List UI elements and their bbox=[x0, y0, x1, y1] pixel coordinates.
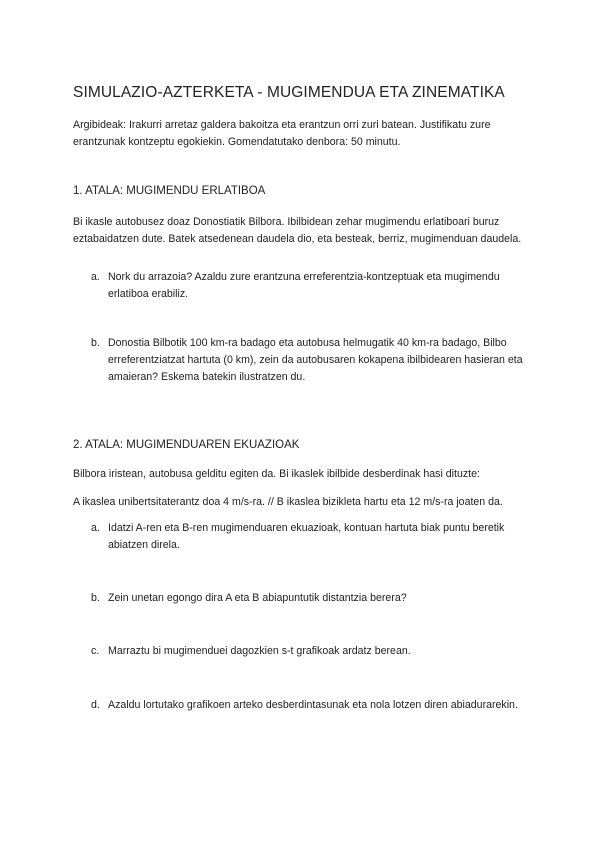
page-title: SIMULAZIO-AZTERKETA - MUGIMENDUA ETA ZINEMATIKA bbox=[73, 84, 505, 101]
question-2c bbox=[91, 643, 536, 660]
question-text: Azaldu lortutako grafikoen arteko desberdintasunak eta nola lotzen diren abiadurarekin. bbox=[108, 699, 518, 711]
section-2-intro-2: A ikaslea unibertsitaterantz doa 4 m/s-ra. // B ikaslea bizikleta hartu eta 12 m/s-ra joaten da. bbox=[73, 496, 503, 508]
question-marker: b. bbox=[91, 337, 100, 349]
question-marker: c. bbox=[91, 645, 100, 657]
section-2-heading: 2. ATALA: MUGIMENDUAREN EKUAZIOAK bbox=[73, 439, 300, 451]
section-1-heading: 1. ATALA: MUGIMENDU ERLATIBOA bbox=[73, 185, 266, 197]
section-1-intro: Bi ikasle autobusez doaz Donostiatik Bilbora. Ibilbidean zehar mugimendu erlatiboari buruz eztabaidatzen dute. Batek atsedenean daudela dio, eta besteak, berriz, mugimenduan daudela. bbox=[73, 216, 522, 245]
question-text: Nork du arrazoia? Azaldu zure erantzuna erreferentzia-kontzeptuak eta mugimendu erlatiboa erabiliz. bbox=[108, 271, 500, 300]
instructions-text: Argibideak: Irakurri arretaz galdera bakoitza eta erantzun orri zuri batean. Justifikatu zure erantzunak kontzeptu egokiekin. Gomendatutako denbora: 50 minutu. bbox=[73, 119, 491, 148]
question-1b bbox=[91, 335, 536, 386]
question-text: Zein unetan egongo dira A eta B abiapuntutik distantzia berera? bbox=[108, 592, 407, 604]
question-text: Idatzi A-ren eta B-ren mugimenduaren ekuazioak, kontuan hartuta biak puntu beretik abiatzen direla. bbox=[108, 522, 505, 551]
section-2-intro: Bilbora iristean, autobusa gelditu egiten da. Bi ikaslek ibilbide desberdinak hasi dituzte: bbox=[73, 468, 480, 480]
question-marker: d. bbox=[91, 699, 100, 711]
question-marker: a. bbox=[91, 271, 100, 283]
question-marker: a. bbox=[91, 522, 100, 534]
question-2b bbox=[91, 590, 536, 607]
question-text: Donostia Bilbotik 100 km-ra badago eta autobusa helmugatik 40 km-ra badago, Bilbo erreferentziatzat hartuta (0 km), zein da autobusaren kokapena ibilbidearen hasieran eta amaieran? Eskema batekin ilustratzen du. bbox=[108, 337, 523, 383]
question-text: Marraztu bi mugimenduei dagozkien s-t grafikoak ardatz berean. bbox=[108, 645, 411, 657]
question-2a bbox=[91, 520, 536, 554]
question-2d bbox=[91, 697, 536, 714]
question-1a bbox=[91, 269, 536, 303]
question-marker: b. bbox=[91, 592, 100, 604]
